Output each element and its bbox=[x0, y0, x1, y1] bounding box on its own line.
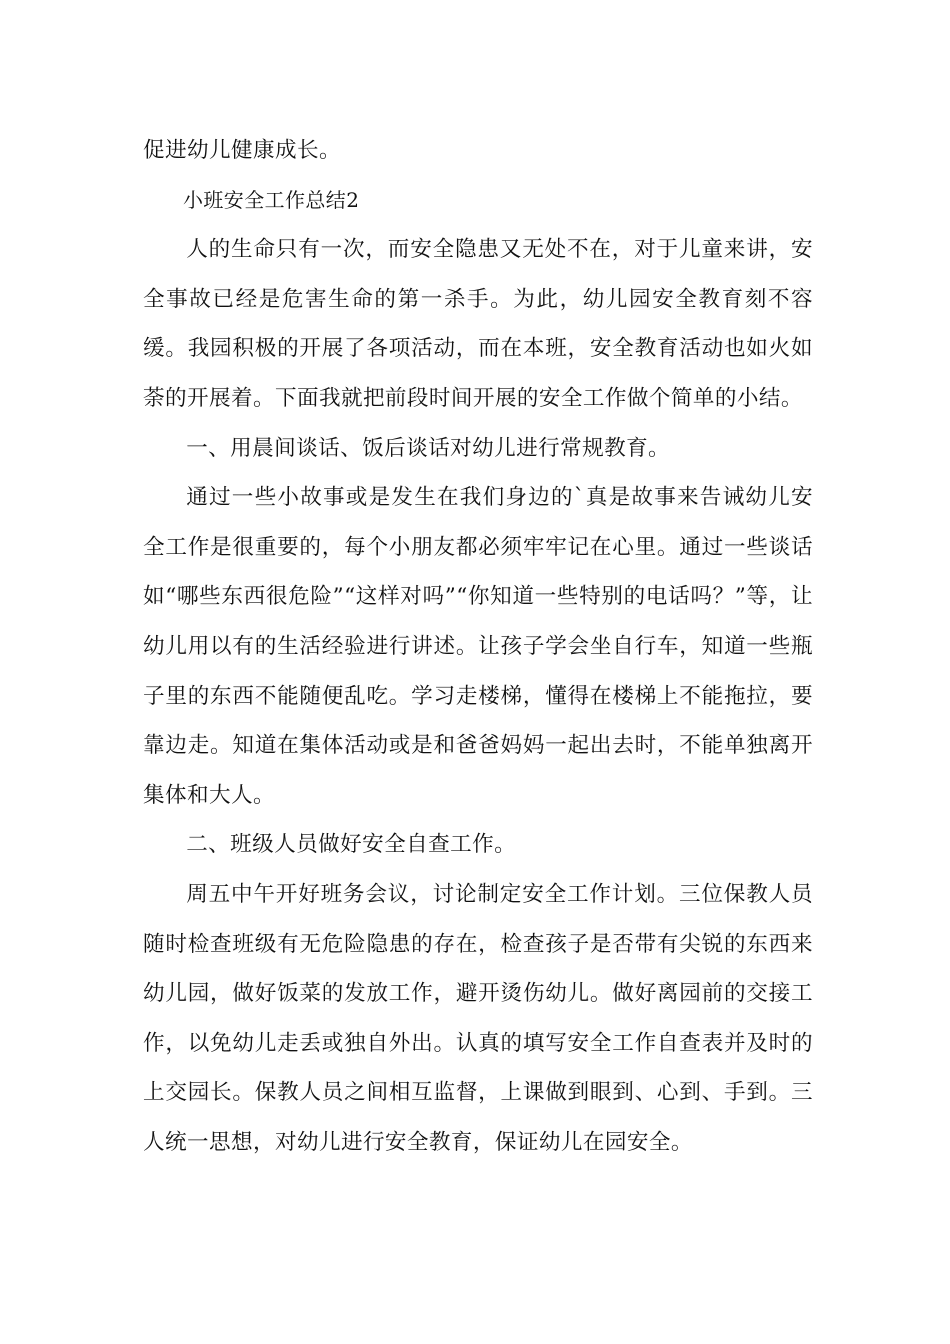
paragraph-continued: 促进幼儿健康成长。 bbox=[143, 138, 341, 163]
paragraph-two: 周五中午开好班务会议，讨论制定安全工作计划。三位保教人员随时检查班级有无危险隐患的存在，检查孩子是否带有尖锐的东西来幼儿园，做好饭菜的发放工作，避开烫伤幼儿。做好离园前的交接工作，以免幼儿走丢或独自外出。认真的填写安全工作自查表并及时的上交园长。保教人员之间相互监督，上课做到眼到、心到、手到。三人统一思想，对幼儿进行安全教育，保证幼儿在园安全。 bbox=[143, 881, 813, 1155]
paragraph-intro: 人的生命只有一次，而安全隐患又无处不在，对于儿童来讲，安全事故已经是危害生命的第一杀手。为此，幼儿园安全教育刻不容缓。我园积极的开展了各项活动，而在本班，安全教育活动也如火如荼的开展着。下面我就把前段时间开展的安全工作做个简单的小结。 bbox=[143, 237, 813, 411]
document-body bbox=[143, 126, 813, 1167]
heading-one: 一、用晨间谈话、饭后谈话对幼儿进行常规教育。 bbox=[186, 435, 671, 461]
paragraph-one: 通过一些小故事或是发生在我们身边的`真是故事来告诫幼儿安全工作是很重要的，每个小朋友都必须牢牢记在心里。通过一些谈话如“哪些东西很危险”“这样对吗”“你知道一些特别的电话吗？”等，让幼儿用以有的生活经验进行讲述。让孩子学会坐自行车，知道一些瓶子里的东西不能随便乱吃。学习走楼梯，懂得在楼梯上不能拖拉，要靠边走。知道在集体活动或是和爸爸妈妈一起出去时，不能单独离开集体和大人。 bbox=[143, 485, 813, 808]
section-title: 小班安全工作总结2 bbox=[183, 187, 360, 212]
heading-two: 二、班级人员做好安全自查工作。 bbox=[186, 832, 517, 858]
